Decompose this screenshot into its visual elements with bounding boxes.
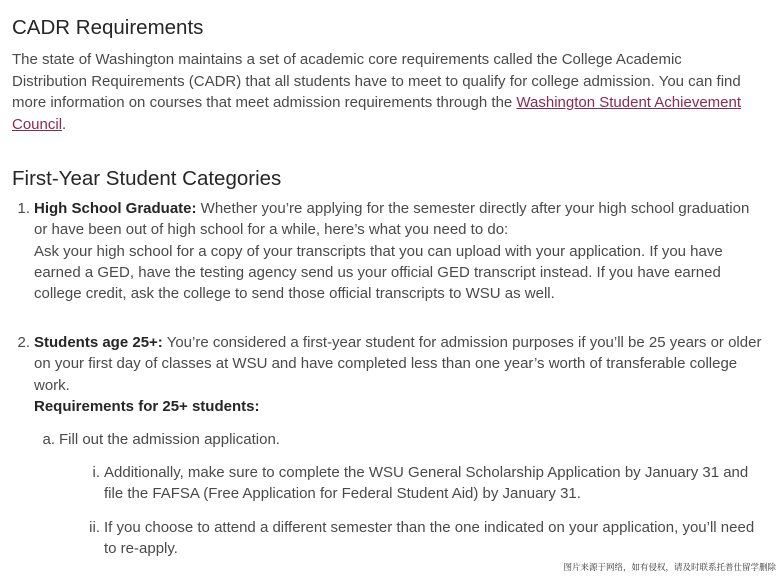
list-item-high-school-graduate <box>17 198 762 304</box>
list-number: 1. <box>17 200 30 217</box>
cadr-intro-paragraph <box>12 49 752 135</box>
sub-item-i <box>92 462 766 505</box>
sub-item-text: Fill out the admission application. <box>59 431 280 448</box>
watermark-text: 图片来源于网络，如有侵权，请及时联系托普仕留学删除 <box>563 563 776 573</box>
item-body <box>34 332 762 396</box>
item-title: High School Graduate: <box>34 200 197 217</box>
list-roman: ii. <box>89 519 100 536</box>
item-title: Students age 25+: <box>34 334 163 351</box>
wsac-link[interactable]: Washington Student Achievement Council <box>12 94 742 133</box>
cadr-intro-end: . <box>62 115 67 133</box>
item-text: Whether you’re applying for the semester directly after your high school graduation or have been out of high school for a while, here’s what you need to do: <box>34 200 750 239</box>
sub-item-a <box>42 429 759 450</box>
list-roman: i. <box>92 464 100 481</box>
list-letter: a. <box>42 431 55 448</box>
sub-item-ii <box>89 517 766 560</box>
requirements-label: Requirements for 25+ students: <box>34 397 260 415</box>
cadr-heading: CADR Requirements <box>12 16 204 39</box>
item-detail: Ask your high school for a copy of your transcripts that you can upload with your application. If you have earned a GED, have the testing agency send us your official GED transcript instead. If you have earned college credit, ask the college to send those official transcripts to WSU as well. <box>34 242 723 303</box>
sub-item-text: Additionally, make sure to complete the WSU General Scholarship Application by January 31 and file the FAFSA (Free Application for Federal Student Aid) by January 31. <box>104 464 749 503</box>
cadr-intro-text: The state of Washington maintains a set of academic core requirements called the College Academic Distribution Requirements (CADR) that all students have to meet to qualify for college admission. You can find more information on courses that meet admission requirements through the <box>12 51 741 111</box>
list-number: 2. <box>17 334 30 351</box>
item-body <box>34 198 762 241</box>
first-year-categories-heading: First-Year Student Categories <box>12 167 282 190</box>
sub-item-text: If you choose to attend a different semester than the one indicated on your application, you’ll need to re-apply. <box>104 519 755 558</box>
item-text: You’re considered a first-year student for admission purposes if you’ll be 25 years or older on your first day of classes at WSU and have completed less than one year’s worth of transferable college work. <box>34 334 762 394</box>
list-item-students-25-plus <box>17 332 762 417</box>
